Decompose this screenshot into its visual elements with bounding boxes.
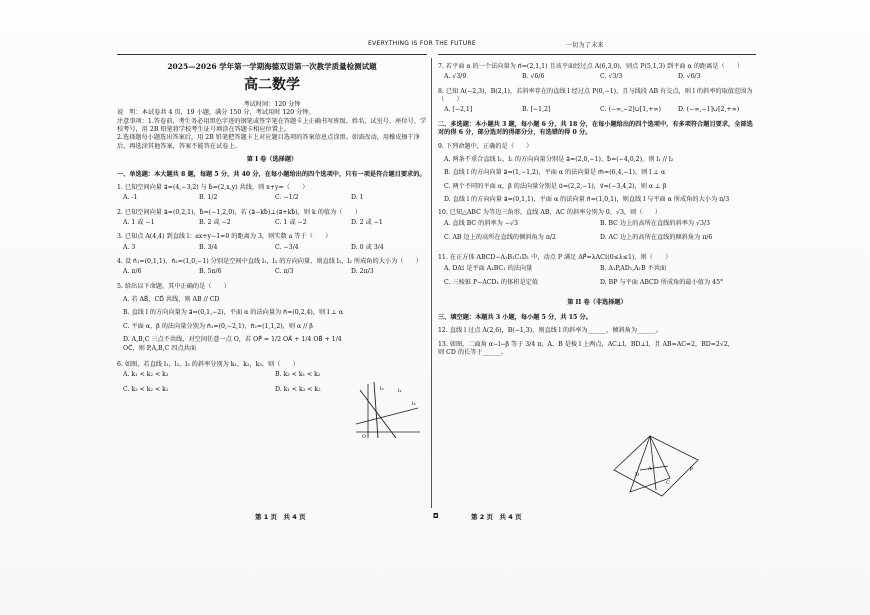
page-center-mark: ◘ bbox=[433, 512, 439, 520]
option: B. 2 或 −2 bbox=[199, 218, 231, 226]
line-l bbox=[650, 436, 656, 490]
option: C. 三棱锥 P−ACD₁ 的体积是定值 bbox=[444, 279, 539, 287]
line-l1 bbox=[360, 390, 396, 438]
option: C. √3/3 bbox=[600, 73, 623, 81]
page-number-left: 第 1 页 共 4 页 bbox=[255, 513, 306, 521]
label-d: D bbox=[635, 472, 640, 478]
label-a: A bbox=[648, 466, 652, 472]
label-l2: l₂ bbox=[380, 386, 384, 392]
lines-figure bbox=[352, 380, 424, 440]
question-2-options bbox=[123, 219, 427, 227]
question-9-option-c: C. 两个不同的平面 α，β 的法向量分别是 u⃗=(2,2,−1)，v⃗=(−3,4,2)，则 α ⊥ β bbox=[444, 182, 667, 190]
option: B. 1/2 bbox=[199, 194, 218, 202]
option: D. BP 与平面 ABCD 所成角的最小值为 45° bbox=[600, 279, 724, 287]
left-column bbox=[117, 58, 427, 406]
option: B. k₃ < k₁ < k₂ bbox=[275, 371, 321, 379]
question-7-options bbox=[444, 73, 756, 81]
option: A. k₁ < k₂ < k₃ bbox=[123, 371, 169, 379]
exam-time: 考试时间：120 分钟 bbox=[243, 101, 301, 109]
option: A. DA₁⃗ 是平面 A₁BC₁ 的法向量 bbox=[444, 264, 533, 272]
label-l3: l₃ bbox=[412, 401, 416, 407]
question-5: 5. 给出以下命题，其中正确的是（ ） bbox=[117, 282, 231, 290]
question-11-options bbox=[444, 265, 756, 294]
option: D. (−∞,−1]∪[2,+∞) bbox=[678, 106, 740, 114]
question-6: 6. 如图，若直线 l₁，l₂，l₃ 的斜率分别为 k₁，k₂，k₃，则（ ） bbox=[117, 360, 299, 368]
question-9-option-b: B. 直线 l 的方向向量 a⃗=(1,−1,2)，平面 α 的法向量是 m⃗=(6,4,−1)，则 l ⊥ α bbox=[444, 169, 666, 177]
option: B. [−1,2] bbox=[522, 106, 551, 114]
question-2: 2. 已知空间向量 a⃗=(0,2,1)，b⃗=(−1,2,0)，若 (a⃗−kb⃗)⊥(a⃗+kb⃗)，则 k 的值为（ ） bbox=[117, 208, 362, 216]
option: D. 1 bbox=[351, 194, 364, 202]
subject-title: 高二数学 bbox=[244, 77, 300, 94]
header-right-motto: 一切为了未来 bbox=[566, 42, 604, 49]
question-7: 7. 若平面 α 的一个法向量为 n⃗=(2,1,1) 且该平面经过点 A(6,3,0)，则点 P(5,1,3) 到平面 α 的距离是（ ） bbox=[438, 63, 744, 70]
instructions-1: 说 明：本试卷共 4 页，19 小题，满分 150 分，考试用时 120 分钟。 bbox=[117, 109, 315, 117]
page-number-right: 第 2 页 共 4 页 bbox=[471, 513, 522, 521]
option: A. 1 或 −1 bbox=[123, 218, 155, 226]
option: B. A₁P,AD₁,A₁B 不共面 bbox=[600, 264, 667, 272]
option: B. 3/4 bbox=[199, 243, 218, 251]
right-column bbox=[438, 58, 756, 359]
label-c: C bbox=[666, 480, 670, 486]
question-1: 1. 已知空间向量 a⃗=(4,−3,2) 与 b⃗=(2,x,y) 共线，则 x+y=（ ） bbox=[117, 183, 309, 191]
question-13: 13. 如图，二面角 α−l−β 等于 3/4 π，A、B 是棱 l 上两点，AC⊥l，BD⊥l，且 AB=AC=2，BD=2√2，则 CD 的长等于______。 bbox=[438, 340, 734, 356]
header-rule-right bbox=[438, 54, 756, 55]
option: A. [−2,1] bbox=[444, 106, 473, 114]
question-10: 10. 已知△ABC 为等边三角形，直线 AB，AC 的斜率分别为 0，√3，则（ ） bbox=[438, 209, 662, 217]
option: A. π/6 bbox=[123, 268, 142, 276]
question-5-option-b: B. 直线 l 的方向向量为 a⃗=(0,1,−2)，平面 α 的法向量为 n⃗=(0,2,4)，则 l ⊥ α bbox=[123, 309, 344, 317]
option: D. k₁ < k₃ < k₂ bbox=[275, 385, 321, 393]
header-left-motto: EVERYTHING IS FOR THE FUTURE bbox=[368, 40, 476, 47]
question-4-options bbox=[123, 268, 427, 276]
section1-heading: 一、单选题：本大题共 8 题，每题 5 分，共 40 分，在每小题给出的四个选项中，只有一项是符合题目要求的。 bbox=[117, 170, 426, 178]
question-3-options bbox=[123, 244, 427, 252]
question-8: 8. 已知 A(−2,3)，B(2,1)，若斜率存在的直线 l 经过点 P(0,−1)，且与线段 AB 有交点，则 l 的斜率的取值范围为（ ） bbox=[438, 87, 753, 104]
option: A. 3 bbox=[123, 243, 136, 251]
question-5-option-d: D. A,B,C 三点不共线，对空间任意一点 O，若 OP⃗ = 1/2 OA⃗ + 1/4 OB⃗ + 1/4 OC⃗，则 P,A,B,C 四点共面 bbox=[123, 336, 342, 352]
part2-heading: 第 II 卷（非选择题） bbox=[567, 299, 627, 307]
section2-heading: 二、多选题：本小题共 3 题，每小题 6 分，共 18 分，在每小题给出的四个选项中，有多项符合题目要求，全部选对的得 6 分，部分选对的得部分分，有选错的得 0 分。 bbox=[438, 120, 753, 137]
question-4: 4. 设 n⃗₁=(0,1,1)，n⃗₂=(1,0,−1) 分别是空间中直线 l₁，l₂ 的方向向量，则直线 l₁，l₂ 所成角的大小为（ ） bbox=[117, 258, 423, 266]
instructions-3: 2.选择题每小题选出答案后，用 2B 铅笔把答题卡上对应题目选项的答案信息点涂黑。如需改动，用橡皮擦干净后，再选涂其他答案，答案不能答在试卷上。 bbox=[117, 134, 420, 150]
question-11: 11. 在正方体 ABCD−A₁B₁C₁D₁ 中，动点 P 满足 AP⃗=λAC₁⃗(0≤λ≤1)，则（ ） bbox=[438, 254, 672, 262]
instructions-2: 注意事项：1.答卷前，考生务必用黑色字迹的钢笔或签字笔在答题卡上正确书写班级、姓名、试室号、座位号、学校考号，用 2B 铅笔将学校考生证号填涂在答题卡相应位置上。 bbox=[117, 117, 427, 134]
question-3: 3. 已知点 A(4,4) 到直线 l：ax+y−1=0 的距离为 3，则实数 a 等于（ ） bbox=[117, 233, 332, 241]
label-beta: β bbox=[690, 466, 693, 472]
section3-heading: 三、填空题：本题共 3 小题，每小题 5 分，共 15 分。 bbox=[438, 313, 592, 321]
option: B. √6/6 bbox=[522, 73, 545, 81]
question-12: 12. 直线 l 过点 A(2,6)，B(−1,3)，则直线 l 的斜率为______，倾斜角为______。 bbox=[438, 327, 662, 335]
question-8-options bbox=[444, 106, 756, 114]
plane-alpha bbox=[630, 436, 670, 492]
question-9: 9. 下列命题中，正确的是（ ） bbox=[438, 142, 533, 150]
label-origin: O bbox=[362, 434, 367, 440]
part1-heading: 第 I 卷（选择题） bbox=[246, 156, 298, 164]
question-1-options bbox=[123, 194, 427, 202]
dihedral-figure bbox=[610, 430, 702, 502]
option: C. AB 边上的高所在直线的倾斜角为 π/2 bbox=[444, 234, 556, 242]
option: A. √3/9 bbox=[444, 73, 467, 81]
option: B. BC 边上的高所在直线的斜率为 √3/3 bbox=[600, 219, 710, 227]
question-5-option-a: A. 若 AB⃗，CD⃗ 共线，则 AB // CD bbox=[123, 296, 220, 304]
option: D. AC 边上的高所在直线的倾斜角为 π/6 bbox=[600, 234, 713, 242]
option: A. -1 bbox=[123, 194, 138, 202]
option: A. 直线 BC 的斜率为 −√3 bbox=[444, 219, 518, 227]
option: C. k₃ < k₂ < k₁ bbox=[123, 385, 169, 393]
option: B. 5π/6 bbox=[199, 268, 222, 276]
option: C. −1/2 bbox=[275, 194, 299, 202]
question-5-option-c: C. 平面 α，β 的法向量分别为 n⃗₁=(0,−2,1)，n⃗₂=(1,1,2)，则 α // β bbox=[123, 322, 313, 330]
column-divider bbox=[431, 58, 432, 508]
option: C. −3/4 bbox=[275, 243, 299, 251]
line-l3 bbox=[356, 408, 418, 424]
option: D. 0 或 3/4 bbox=[351, 243, 384, 251]
option: D. √6/3 bbox=[678, 73, 701, 81]
label-l1: l₁ bbox=[398, 388, 402, 394]
exam-title: 2025—2026 学年第一学期海德双语第一次教学质量检测试题 bbox=[167, 62, 377, 71]
option: D. 2 或 −1 bbox=[351, 218, 383, 226]
question-9-option-a: A. 两条不重合直线 l₁，l₂ 的方向向量分别是 a⃗=(2,0,−1)，b⃗=(−4,0,2)，则 l₁ // l₂ bbox=[444, 155, 674, 163]
option: C. π/3 bbox=[275, 268, 294, 276]
option: C. (−∞,−2]∪[1,+∞) bbox=[600, 106, 661, 114]
header-rule-left bbox=[117, 54, 427, 55]
option: C. 1 或 −2 bbox=[275, 218, 307, 226]
question-9-option-d: D. 直线 l 的方向向量 a⃗=(0,1,1)，平面 α 的法向量 n⃗=(1,0,1)，则直线 l 与平面 α 所成角的大小为 π/3 bbox=[444, 195, 730, 203]
question-10-options bbox=[444, 220, 756, 249]
option: D. 2π/3 bbox=[351, 268, 374, 276]
